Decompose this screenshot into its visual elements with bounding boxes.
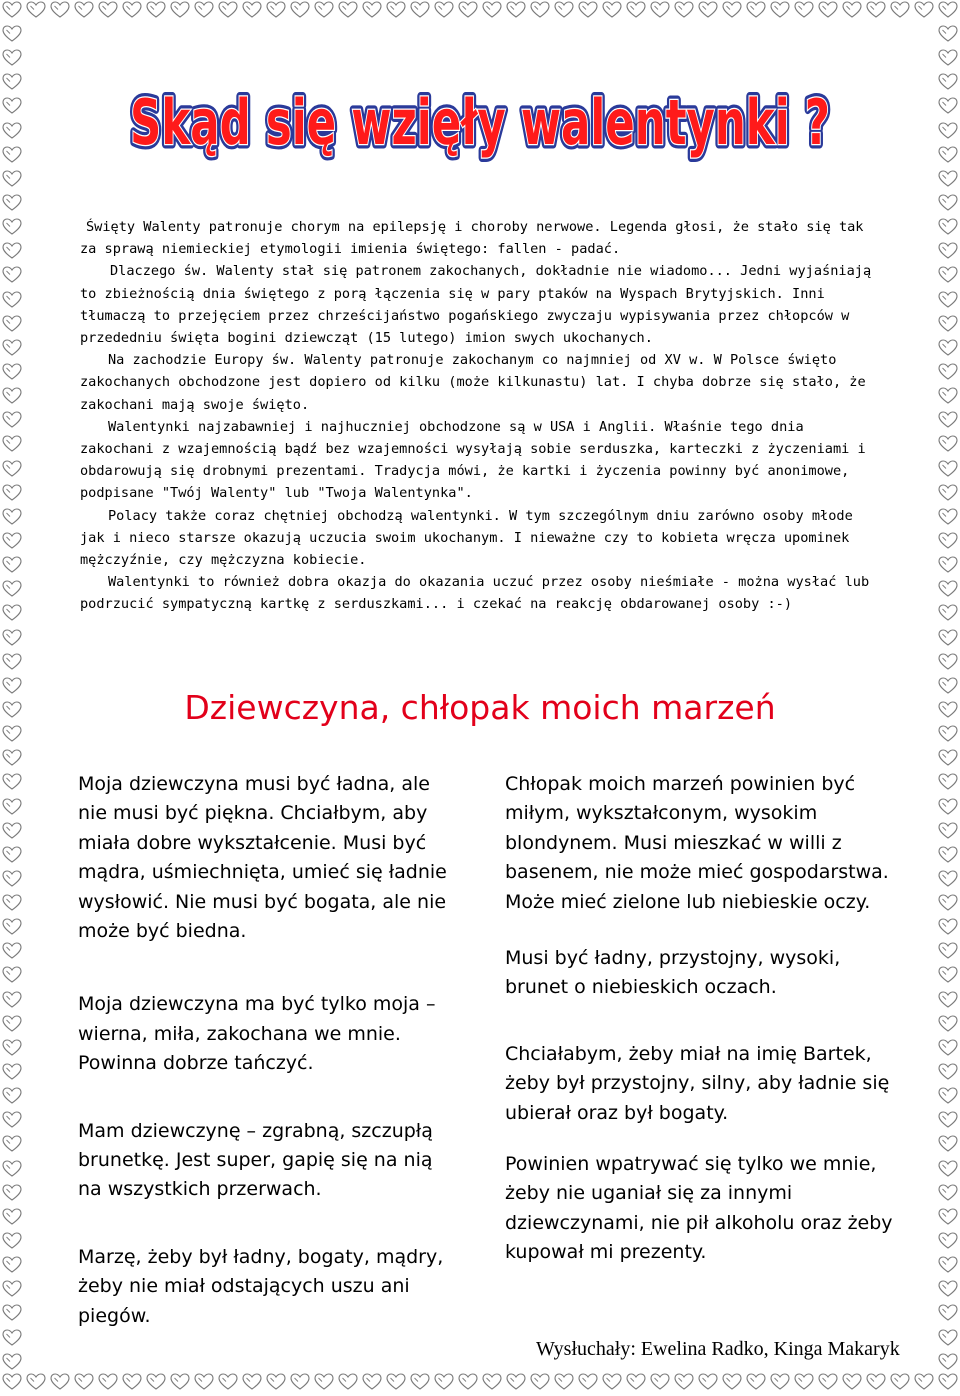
heart-icon (674, 1372, 694, 1392)
intro-paragraph: Na zachodzie Europy św. Walenty patronuje zakochanym co najmniej od XV w. W Polsce święto zakochanych obchodzone jest dopiero od kilku (może kilkunastu) lat. I chyba dobrze się stało, że zakochani mają swoje święto. (80, 352, 866, 413)
heart-icon (2, 1328, 22, 1348)
author-credit: Wysłuchały: Ewelina Radko, Kinga Makaryk (536, 1338, 900, 1360)
heart-icon (938, 869, 958, 889)
heart-icon (338, 1372, 358, 1392)
heart-icon (146, 0, 166, 20)
heart-icon (2, 1183, 22, 1203)
heart-icon (530, 0, 550, 20)
heart-icon (746, 0, 766, 20)
heart-icon (266, 0, 286, 20)
heart-icon (938, 555, 958, 575)
heart-icon (938, 121, 958, 141)
heart-icon (938, 362, 958, 382)
heart-icon (602, 1372, 622, 1392)
heart-icon (722, 1372, 742, 1392)
dream-paragraph: Mam dziewczynę – zgrabną, szczupłą brunetkę. Jest super, gapię się na nią na wszystkich przerwach. (78, 1119, 433, 1201)
heart-icon (170, 0, 190, 20)
heart-icon (938, 1207, 958, 1227)
heart-icon (938, 797, 958, 817)
heart-icon (2, 362, 22, 382)
heart-icon (938, 145, 958, 165)
heart-icon (218, 1372, 238, 1392)
heart-icon (2, 531, 22, 551)
heart-icon (362, 0, 382, 20)
heart-icon (2, 290, 22, 310)
heart-icon (506, 1372, 526, 1392)
heart-icon (602, 0, 622, 20)
heart-icon (698, 1372, 718, 1392)
heart-icon (98, 0, 118, 20)
heart-icon (938, 772, 958, 792)
heart-icon (2, 990, 22, 1010)
heart-icon (794, 1372, 814, 1392)
heart-icon (2, 1372, 22, 1392)
heart-icon (866, 1372, 886, 1392)
heart-icon (938, 507, 958, 527)
title-graphic (100, 64, 860, 174)
heart-icon (938, 1328, 958, 1348)
heart-icon (578, 0, 598, 20)
frame-top-border (0, 0, 960, 24)
intro-section (80, 216, 880, 616)
heart-icon (938, 941, 958, 961)
heart-icon (890, 1372, 910, 1392)
heart-icon (2, 410, 22, 430)
heart-icon (2, 579, 22, 599)
heart-icon (2, 193, 22, 213)
heart-icon (938, 845, 958, 865)
heart-icon (2, 1279, 22, 1299)
intro-paragraph: Święty Walenty patronuje chorym na epilepsję i choroby nerwowe. Legenda głosi, że stało się tak za sprawą niemieckiej etymologii imienia świętego: fallen - padać. (80, 219, 864, 258)
heart-icon (386, 1372, 406, 1392)
heart-icon (2, 48, 22, 68)
heart-icon (2, 0, 22, 20)
heart-icon (2, 965, 22, 985)
heart-icon (722, 0, 742, 20)
heart-icon (938, 821, 958, 841)
heart-icon (938, 434, 958, 454)
heart-icon (2, 217, 22, 237)
heart-icon (938, 169, 958, 189)
heart-icon (506, 0, 526, 20)
heart-icon (626, 1372, 646, 1392)
heart-icon (530, 1372, 550, 1392)
heart-icon (2, 869, 22, 889)
heart-icon (2, 1038, 22, 1058)
heart-icon (2, 338, 22, 358)
heart-icon (2, 1159, 22, 1179)
heart-icon (842, 1372, 862, 1392)
heart-icon (938, 603, 958, 623)
heart-icon (482, 0, 502, 20)
heart-icon (2, 772, 22, 792)
heart-icon (938, 24, 958, 44)
heart-icon (938, 241, 958, 261)
heart-icon (26, 0, 46, 20)
heart-icon (122, 1372, 142, 1392)
heart-icon (938, 1372, 958, 1392)
heart-icon (938, 410, 958, 430)
heart-icon (434, 1372, 454, 1392)
heart-icon (938, 1183, 958, 1203)
dream-paragraph: Musi być ładny, przystojny, wysoki, brunet o niebieskich oczach. (505, 947, 841, 999)
heart-icon (938, 965, 958, 985)
heart-icon (2, 845, 22, 865)
heart-icon (194, 0, 214, 20)
heart-icon (938, 483, 958, 503)
heart-icon (458, 1372, 478, 1392)
heart-icon (98, 1372, 118, 1392)
heart-icon (2, 893, 22, 913)
heart-icon (914, 1372, 934, 1392)
heart-icon (146, 1372, 166, 1392)
heart-icon (242, 0, 262, 20)
heart-icon (2, 1134, 22, 1154)
heart-icon (266, 1372, 286, 1392)
heart-icon (938, 1014, 958, 1034)
intro-paragraph: Walentynki to również dobra okazja do okazania uczuć przez osoby nieśmiałe - można wysłać lub podrzucić sympatyczną kartkę z serduszkami... i czekać na reakcję obdarowanej osoby :-) (80, 574, 870, 613)
heart-icon (938, 1231, 958, 1251)
dream-paragraph: Chłopak moich marzeń powinien być miłym, wykształconym, wysokim blondynem. Musi mieszkać w willi z basenem, nie może mieć gospodarstwa. Może mieć zielone lub niebieskie oczy. (505, 773, 889, 913)
heart-icon (314, 0, 334, 20)
heart-icon (2, 1110, 22, 1130)
heart-icon (938, 724, 958, 744)
intro-paragraph: Polacy także coraz chętniej obchodzą walentynki. W tym szczególnym dniu zarówno osoby młode jak i nieco starsze okazują uczucia swoim ukochanym. I nieważne czy to kobieta wręcza upominek mężczyźnie, czy mężczyzna kobiecie. (80, 507, 853, 569)
heart-icon (2, 145, 22, 165)
heart-icon (938, 72, 958, 92)
heart-icon (938, 917, 958, 937)
heart-icon (938, 1038, 958, 1058)
heart-icon (698, 0, 718, 20)
heart-icon (938, 1255, 958, 1275)
heart-icon (386, 0, 406, 20)
heart-icon (938, 1062, 958, 1082)
heart-icon (338, 0, 358, 20)
heart-icon (938, 652, 958, 672)
heart-icon (410, 0, 430, 20)
heart-icon (458, 0, 478, 20)
girl-dreams-column (78, 770, 458, 1331)
heart-icon (938, 893, 958, 913)
dream-paragraph: Chciałabym, żeby miał na imię Bartek, żeby był przystojny, silny, aby ładnie się ubierał oraz był bogaty. (505, 1042, 890, 1124)
heart-icon (938, 1086, 958, 1106)
heart-icon (482, 1372, 502, 1392)
heart-icon (2, 724, 22, 744)
heart-icon (2, 797, 22, 817)
heart-icon (2, 748, 22, 768)
heart-icon (938, 1303, 958, 1323)
heart-icon (74, 1372, 94, 1392)
frame-bottom-border (0, 1372, 960, 1396)
heart-icon (650, 1372, 670, 1392)
heart-icon (938, 1279, 958, 1299)
heart-icon (314, 1372, 334, 1392)
heart-icon (2, 555, 22, 575)
heart-icon (938, 338, 958, 358)
heart-icon (938, 579, 958, 599)
heart-icon (218, 0, 238, 20)
heart-icon (2, 169, 22, 189)
heart-icon (122, 0, 142, 20)
heart-icon (818, 0, 838, 20)
dream-paragraph: Marzę, żeby był ładny, bogaty, mądry, żeby nie miał odstających uszu ani piegów. (78, 1245, 444, 1327)
heart-icon (2, 628, 22, 648)
heart-icon (194, 1372, 214, 1392)
title-fill: Skąd się wzięły walentynki ? (130, 86, 830, 159)
heart-icon (938, 531, 958, 551)
heart-icon (890, 0, 910, 20)
dream-paragraph: Powinien wpatrywać się tylko we mnie, żeby nie uganiał się za innymi dziewczynami, nie pił alkoholu oraz żeby kupował mi prezenty. (505, 1153, 893, 1264)
heart-icon (242, 1372, 262, 1392)
heart-icon (2, 507, 22, 527)
heart-icon (2, 1255, 22, 1275)
heart-icon (290, 0, 310, 20)
heart-icon (794, 0, 814, 20)
heart-icon (578, 1372, 598, 1392)
heart-icon (818, 1372, 838, 1392)
heart-icon (2, 821, 22, 841)
boy-dreams-column (505, 770, 905, 1268)
heart-icon (938, 1134, 958, 1154)
heart-icon (2, 96, 22, 116)
heart-icon (554, 0, 574, 20)
heart-icon (2, 1014, 22, 1034)
heart-icon (938, 265, 958, 285)
intro-paragraph: Dlaczego św. Walenty stał się patronem zakochanych, dokładnie nie wiadomo... Jedni wyjaśniają to zbieżnością dnia świętego z porą łączenia się w pary ptaków na Wyspach Brytyjskich. Inni tłumaczą to przejęciem przez chrześcijaństwo pogańskiego zwyczaju wypisywania przez chłopców w przededniu święta bogini dziewcząt (15 lutego) imion swych ukochanych. (80, 263, 872, 347)
heart-icon (914, 0, 934, 20)
heart-icon (938, 1352, 958, 1372)
heart-icon (2, 434, 22, 454)
heart-icon (938, 459, 958, 479)
page-title (100, 64, 860, 174)
heart-icon (770, 0, 790, 20)
heart-icon (938, 386, 958, 406)
dream-paragraph: Moja dziewczyna ma być tylko moja – wierna, miła, zakochana we mnie. Powinna dobrze tańczyć. (78, 993, 436, 1075)
heart-icon (2, 241, 22, 261)
heart-icon (74, 0, 94, 20)
heart-icon (362, 1372, 382, 1392)
heart-icon (434, 0, 454, 20)
heart-icon (2, 1303, 22, 1323)
heart-icon (2, 459, 22, 479)
heart-icon (2, 314, 22, 334)
heart-icon (2, 265, 22, 285)
heart-icon (26, 1372, 46, 1392)
heart-icon (170, 1372, 190, 1392)
heart-icon (866, 0, 886, 20)
heart-icon (290, 1372, 310, 1392)
intro-paragraph: Walentynki najzabawniej i najhuczniej obchodzone są w USA i Anglii. Właśnie tego dnia zakochani z wzajemnością bądź bez wzajemności wysyłają sobie serduszka, karteczki z życzeniami i obdarowują się drobnymi prezentami. Tradycja mówi, że kartki i życzenia powinny być anonimowe, podpisane "Twój Walenty" lub "Twoja Walentynka". (80, 418, 866, 502)
heart-icon (938, 48, 958, 68)
heart-icon (938, 1159, 958, 1179)
heart-icon (938, 290, 958, 310)
title-outline: Skąd się wzięły walentynki ? (130, 86, 830, 159)
heart-icon (50, 0, 70, 20)
heart-icon (746, 1372, 766, 1392)
heart-icon (770, 1372, 790, 1392)
heart-icon (2, 1352, 22, 1372)
heart-icon (938, 748, 958, 768)
heart-icon (2, 603, 22, 623)
heart-icon (938, 217, 958, 237)
heart-icon (2, 483, 22, 503)
section-title: Dziewczyna, chłopak moich marzeń (184, 688, 776, 727)
heart-icon (2, 917, 22, 937)
heart-icon (50, 1372, 70, 1392)
heart-icon (938, 990, 958, 1010)
heart-icon (2, 121, 22, 141)
heart-icon (938, 1110, 958, 1130)
heart-icon (2, 386, 22, 406)
dream-paragraph: Moja dziewczyna musi być ładna, ale nie musi być piękna. Chciałbym, aby miała dobre wykształcenie. Musi być mądra, uśmiechnięta, umieć się ładnie wysłowić. Nie musi być bogata, ale nie może być biedna. (78, 773, 447, 943)
heart-icon (410, 1372, 430, 1392)
heart-icon (2, 941, 22, 961)
heart-icon (938, 96, 958, 116)
heart-icon (938, 193, 958, 213)
heart-icon (938, 314, 958, 334)
heart-icon (938, 628, 958, 648)
heart-icon (674, 0, 694, 20)
heart-icon (2, 1086, 22, 1106)
heart-icon (2, 652, 22, 672)
heart-icon (938, 0, 958, 20)
heart-icon (842, 0, 862, 20)
heart-icon (2, 1207, 22, 1227)
heart-icon (650, 0, 670, 20)
heart-icon (2, 24, 22, 44)
heart-icon (626, 0, 646, 20)
heart-icon (2, 1062, 22, 1082)
heart-icon (554, 1372, 574, 1392)
heart-icon (2, 1231, 22, 1251)
heart-icon (2, 72, 22, 92)
